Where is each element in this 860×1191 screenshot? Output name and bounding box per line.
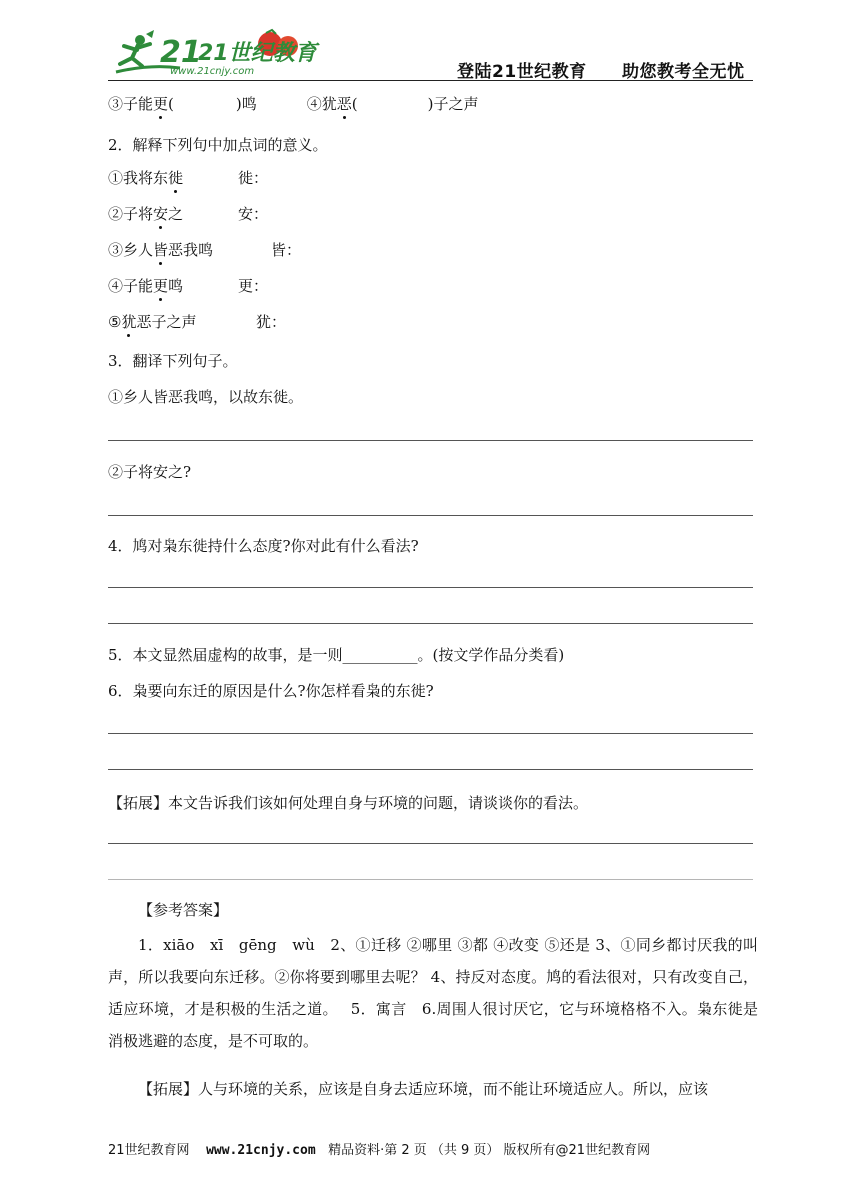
page-footer <box>108 1139 650 1158</box>
logo-url: www.21cnjy.com <box>170 66 255 77</box>
q2-item-3-dot: 皆 <box>153 241 169 259</box>
footer-info: 精品资料·第 2 页 （共 9 页） 版权所有@21世纪教育网 <box>328 1143 651 1158</box>
q3-title: 3．翻译下列句子。 <box>108 352 238 370</box>
q2-item-4-post: 鸣 <box>168 277 184 295</box>
q1-item4-suffix: )子之声 <box>427 95 479 113</box>
q2-item-2-post: 之 <box>168 205 184 223</box>
q2-item-2-dot: 安 <box>153 205 169 223</box>
q2-title: 2．解释下列句中加点词的意义。 <box>108 136 328 154</box>
q2-item-3 <box>108 240 302 260</box>
q1-item4-dotted-char: 恶 <box>336 95 352 113</box>
q1-item4-open: ( <box>351 95 358 113</box>
extend-title: 【拓展】本文告诉我们该如何处理自身与环境的问题，请谈谈你的看法。 <box>108 794 589 812</box>
q1-item3-prefix: ③子能 <box>108 95 154 113</box>
q1-items-line <box>108 94 479 114</box>
q5-line <box>108 645 564 665</box>
q2-item-4-dot: 更 <box>153 277 169 295</box>
footer-url[interactable]: www.21cnjy.com <box>206 1143 316 1158</box>
q2-item-4-label: 更： <box>238 277 269 295</box>
header-slogan-right: 助您教考全无忧 <box>622 62 745 82</box>
site-logo <box>110 28 317 80</box>
q2-item-4 <box>108 276 269 296</box>
answer-line[interactable] <box>108 587 753 588</box>
q2-item-5-post: 恶子之声 <box>136 313 197 331</box>
answer-line[interactable] <box>108 733 753 734</box>
section-divider <box>108 879 753 880</box>
q3-sentence-1: ①乡人皆恶我鸣，以故东徙。 <box>108 388 304 406</box>
header-divider <box>108 80 753 81</box>
q1-item3-dotted-char: 更 <box>153 95 169 113</box>
q2-item-5-pre: ⑤ <box>108 313 122 331</box>
q6-title: 6．枭要向东迁的原因是什么?你怎样看枭的东徙? <box>108 682 434 700</box>
q3-sentence-2: ②子将安之? <box>108 463 192 481</box>
q2-item-2 <box>108 204 269 224</box>
q2-item-5-dot: 犹 <box>121 313 137 331</box>
q2-item-5 <box>108 312 287 332</box>
q4-title: 4．鸠对枭东徙持什么态度?你对此有什么看法? <box>108 537 419 555</box>
q1-item3-open: ( <box>168 95 174 113</box>
q2-item-2-pre: ②子将 <box>108 205 154 223</box>
q2-item-1 <box>108 168 269 188</box>
q1-item3-suffix: )鸣 <box>235 95 257 113</box>
footer-site: 21世纪教育网 <box>108 1143 190 1158</box>
q2-item-3-pre: ③乡人 <box>108 241 154 259</box>
answers-paragraph-1: 1．xiāo xī gēng wù 2、①迁移 ②哪里 ③都 ④改变 ⑤还是 3、①同乡都讨厌我的叫声，所以我要向东迁移。②你将要到哪里去呢？ 4、持反对态度。鸠的看法很对，只有改变自己，适应环境，才是积极的生活之道。 5．寓言 6.周围人很讨厌它，它与环境格格不入。枭东徙是消极逃避的态度，是不可取的。 <box>108 936 758 1050</box>
answer-line[interactable] <box>108 843 753 844</box>
answer-line[interactable] <box>108 515 753 516</box>
q1-item4-prefix: ④犹 <box>306 95 337 113</box>
q2-item-1-pre: ①我将东 <box>108 169 169 187</box>
answer-line[interactable] <box>108 623 753 624</box>
answers-heading: 【参考答案】 <box>138 901 229 919</box>
q2-item-1-dot: 徙 <box>168 169 184 187</box>
q5-suffix: 。(按文学作品分类看) <box>417 646 565 664</box>
answers-paragraph-2: 【拓展】人与环境的关系，应该是自身去适应环境，而不能让环境适应人。所以，应该 <box>138 1080 709 1098</box>
q5-blank[interactable]: __________ <box>342 646 418 664</box>
q2-item-3-post: 恶我鸣 <box>168 241 214 259</box>
svg-text:21: 21 <box>160 35 202 70</box>
answer-line[interactable] <box>108 440 753 441</box>
q2-item-5-label: 犹： <box>256 313 287 331</box>
q2-item-3-label: 皆： <box>271 241 302 259</box>
q2-item-2-label: 安： <box>238 205 269 223</box>
header-slogan-left: 登陆21世纪教育 <box>457 62 587 82</box>
q2-item-1-label: 徙： <box>238 169 269 187</box>
q5-prefix: 5．本文显然届虚构的故事，是一则 <box>108 646 343 664</box>
answer-line[interactable] <box>108 769 753 770</box>
logo-text: 21世纪教育 <box>198 41 317 66</box>
q2-item-4-pre: ④子能 <box>108 277 154 295</box>
